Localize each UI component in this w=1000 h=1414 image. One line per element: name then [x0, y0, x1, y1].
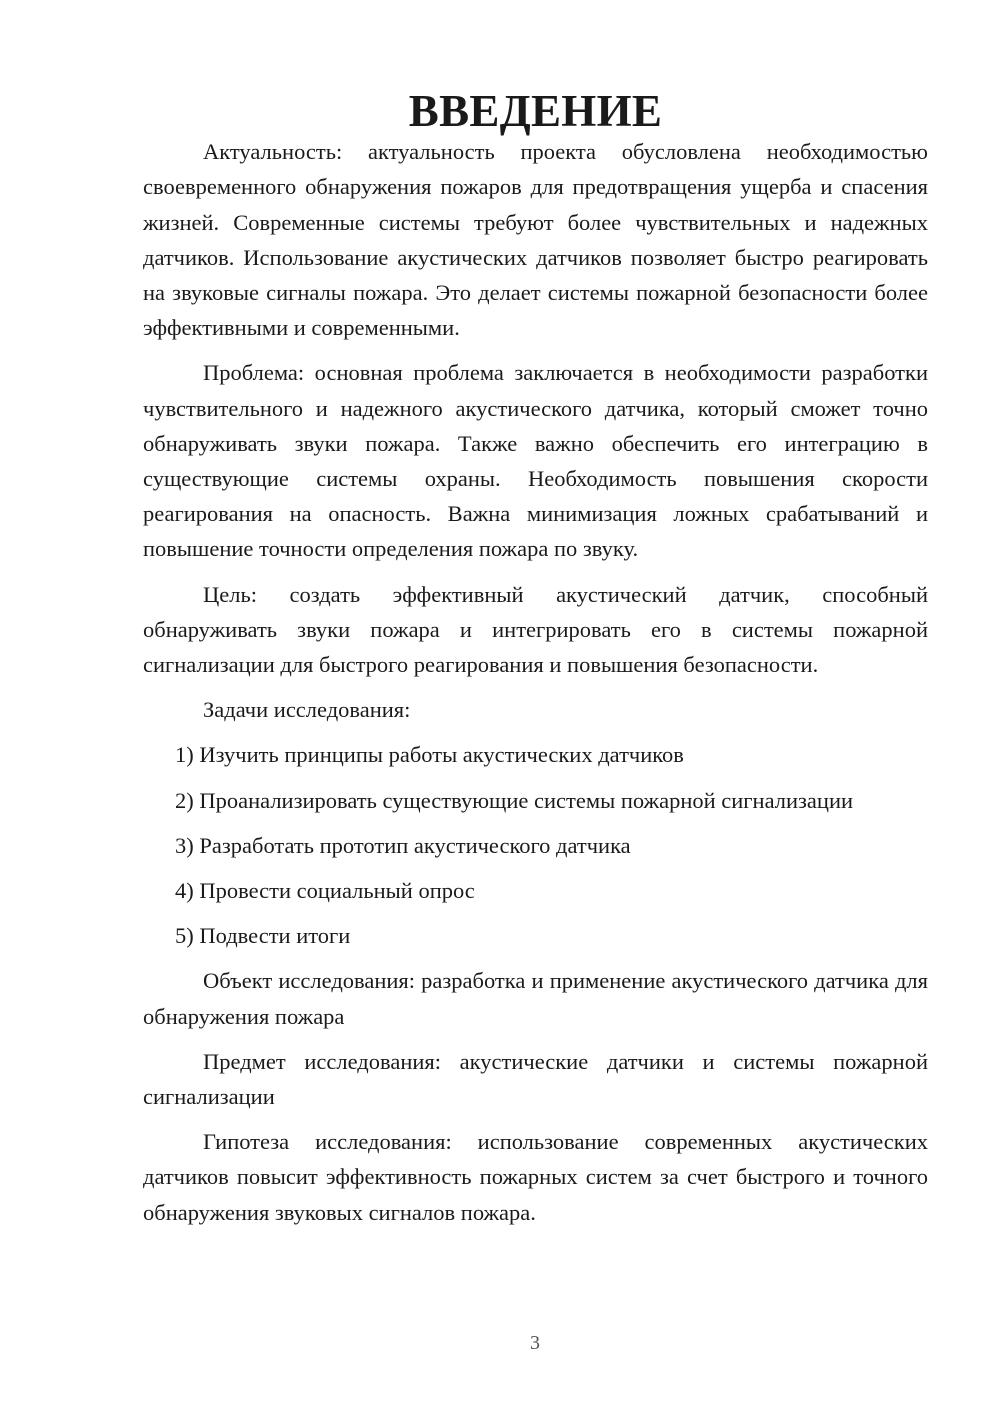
paragraph-goal: Цель: создать эффективный акустический датчик, способный обнаруживать звуки пожара и интегрировать его в системы пожарной сигнализации для быстрого реагирования и повышения безопасности. — [143, 581, 928, 678]
paragraph-problem: Проблема: основная проблема заключается в необходимости разработки чувствительного и надежного акустического датчика, который сможет точно обнаруживать звуки пожара. Также важно обеспечить его интеграцию в существующие системы охраны. Необходимость повышения скорости реагирования на опасность. Важна минимизация ложных срабатываний и повышение точности определения пожара по звуку. — [143, 360, 928, 562]
list-item: 3) Разработать прототип акустического датчика — [175, 832, 631, 858]
tasks-heading: Задачи исследования: — [203, 697, 411, 723]
list-item: 4) Провести социальный опрос — [175, 878, 475, 904]
document-page — [143, 86, 928, 1230]
document-title: ВВЕДЕНИЕ — [408, 86, 663, 136]
paragraph-relevance: Актуальность: актуальность проекта обусловлена необходимостью своевременного обнаружения пожаров для предотвращения ущерба и спасения жизней. Современные системы требуют более чувствительных и надежных датчиков. Использование акустических датчиков позволяет быстро реагировать на звуковые сигналы пожара. Это делает системы пожарной безопасности более эффективными и современными. — [143, 139, 928, 341]
list-item: 5) Подвести итоги — [175, 923, 351, 949]
paragraph-subject: Предмет исследования: акустические датчики и системы пожарной сигнализации — [143, 1048, 928, 1110]
page-number: 3 — [530, 1332, 540, 1354]
list-item: 1) Изучить принципы работы акустических датчиков — [175, 742, 684, 768]
tasks-list — [143, 737, 928, 953]
paragraph-object: Объект исследования: разработка и применение акустического датчика для обнаружения пожара — [143, 968, 928, 1029]
list-item: 2) Проанализировать существующие системы пожарной сигнализации — [175, 787, 854, 813]
paragraph-hypothesis: Гипотеза исследования: использование современных акустических датчиков повысит эффективность пожарных систем за счет быстрого и точного обнаружения звуковых сигналов пожара. — [143, 1129, 928, 1225]
